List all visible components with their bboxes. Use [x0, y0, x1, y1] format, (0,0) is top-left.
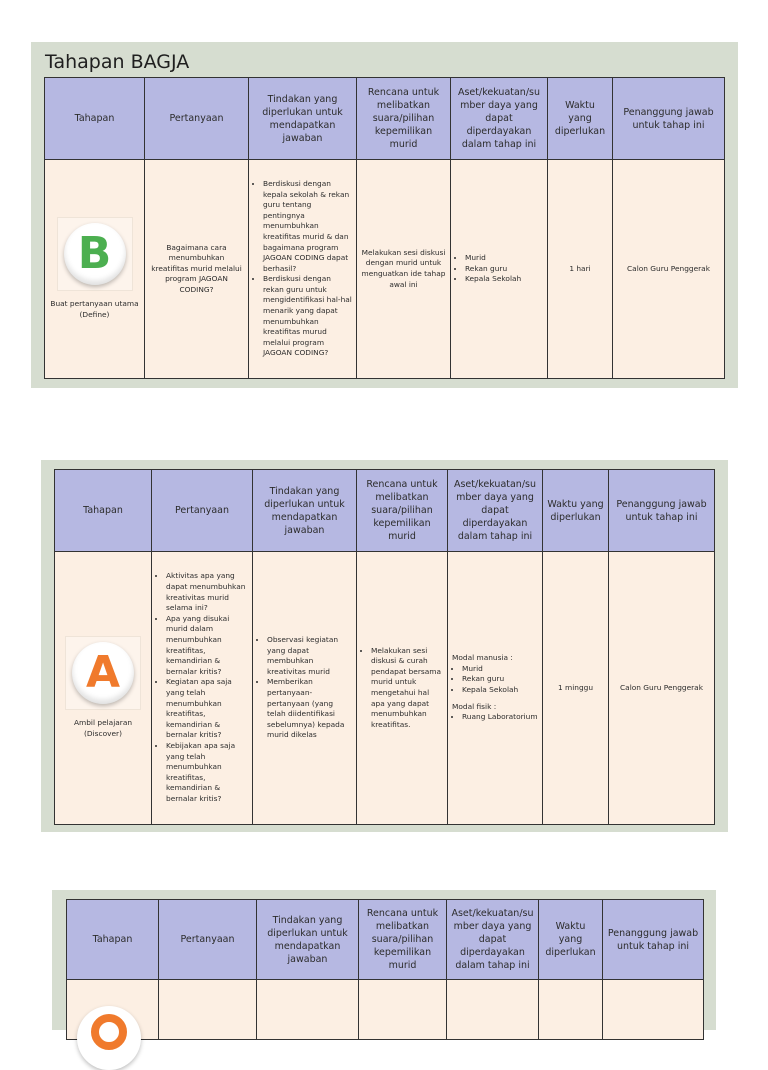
rencana-cell	[357, 552, 448, 825]
header-penanggung: Penanggung jawab untuk tahap ini	[613, 78, 725, 160]
page-title: Tahapan BAGJA	[45, 51, 190, 73]
aset-item: • Ruang Laboratorium	[462, 712, 538, 723]
letter-g-badge-icon	[77, 1006, 141, 1070]
aset-item: • Murid	[465, 253, 543, 264]
header-waktu: Waktu yang diperlukan	[548, 78, 613, 160]
header-aset: Aset/kekuatan/su mber daya yang dapat diperdayakan dalam tahap ini	[448, 470, 543, 552]
header-penanggung: Penanggung jawab untuk tahap ini	[609, 470, 715, 552]
pertanyaan-item: • Kebijakan apa saja yang telah menumbuhkan kreatifitas, kemandirian & bernalar kritis?	[166, 741, 248, 805]
waktu-cell	[539, 980, 603, 1040]
bagja-table-a	[54, 469, 715, 825]
letter-a-badge-icon: A	[72, 642, 134, 704]
tindakan-item: • Observasi kegiatan yang dapat membuhkan kreativitas murid	[267, 635, 352, 677]
header-tindakan: Tindakan yang diperlukan untuk mendapatkan jawaban	[249, 78, 357, 160]
tindakan-cell	[249, 160, 357, 379]
tindakan-item: • Berdiskusi dengan rekan guru untuk mengidentifikasi hal-hal menarik yang dapat menumbuhkan kreatifitas murud melalui program JAGOAN CODING?	[263, 274, 352, 359]
header-tindakan: Tindakan yang diperlukan untuk mendapatkan jawaban	[253, 470, 357, 552]
aset-item: • Murid	[462, 664, 538, 675]
header-pertanyaan: Pertanyaan	[145, 78, 249, 160]
rencana-cell	[359, 980, 447, 1040]
header-rencana: Rencana untuk melibatkan suara/pilihan kepemilikan murid	[357, 470, 448, 552]
aset-item: • Kepala Sekolah	[462, 685, 538, 696]
aset-fisik-label: Modal fisik :	[452, 701, 497, 711]
tahapan-cell	[55, 552, 152, 825]
header-penanggung: Penanggung jawab untuk tahap ini	[603, 900, 704, 980]
pertanyaan-item: • Aktivitas apa yang dapat menumbuhkan kreativitas murid selama ini?	[166, 571, 248, 613]
bagja-table-g	[66, 899, 704, 1040]
aset-item: • Rekan guru	[462, 674, 538, 685]
pertanyaan-item: • Apa yang disukai murid dalam menumbuhkan kreatifitas, kemandirian & bernalar kritis?	[166, 614, 248, 678]
pertanyaan-cell	[159, 980, 257, 1040]
penanggung-cell	[603, 980, 704, 1040]
rencana-cell: Melakukan sesi diskusi dengan murid untuk menguatkan ide tahap awal ini	[357, 160, 451, 379]
header-pertanyaan: Pertanyaan	[159, 900, 257, 980]
bagja-table-b	[44, 77, 725, 379]
aset-cell	[447, 980, 539, 1040]
penanggung-cell: Calon Guru Penggerak	[613, 160, 725, 379]
aset-item: • Rekan guru	[465, 264, 543, 275]
tahapan-cell	[45, 160, 145, 379]
pertanyaan-cell	[152, 552, 253, 825]
tindakan-cell	[253, 552, 357, 825]
header-aset: Aset/kekuatan/su mber daya yang dapat diperdayakan dalam tahap ini	[447, 900, 539, 980]
header-tahapan: Tahapan	[67, 900, 159, 980]
header-tindakan: Tindakan yang diperlukan untuk mendapatkan jawaban	[257, 900, 359, 980]
header-waktu: Waktu yang diperlukan	[543, 470, 609, 552]
header-rencana: Rencana untuk melibatkan suara/pilihan kepemilikan murid	[359, 900, 447, 980]
header-tahapan: Tahapan	[45, 78, 145, 160]
waktu-cell: 1 hari	[548, 160, 613, 379]
rencana-item: • Melakukan sesi diskusi & curah pendapat bersama murid untuk mengetahui hal apa yang dapat menumbuhkan kreatifitas.	[371, 646, 443, 731]
penanggung-cell: Calon Guru Penggerak	[609, 552, 715, 825]
header-tahapan: Tahapan	[55, 470, 152, 552]
tahapan-label: Buat pertanyaan utama (Define)	[50, 299, 139, 319]
pertanyaan-item: • Kegiatan apa saja yang telah menumbuhkan kreatifitas, kemandirian & bernalar kritis?	[166, 677, 248, 741]
header-waktu: Waktu yang diperlukan	[539, 900, 603, 980]
aset-item: • Kepala Sekolah	[465, 274, 543, 285]
letter-b-badge-icon: B	[64, 223, 126, 285]
aset-cell	[448, 552, 543, 825]
tindakan-item: • Memberikan pertanyaan-pertanyaan (yang telah diidentifikasi sebelumnya) kepada murid dikelas	[267, 677, 352, 741]
header-rencana: Rencana untuk melibatkan suara/pilihan kepemilikan murid	[357, 78, 451, 160]
header-aset: Aset/kekuatan/su mber daya yang dapat diperdayakan dalam tahap ini	[451, 78, 548, 160]
aset-manusia-label: Modal manusia :	[452, 653, 513, 663]
tindakan-cell	[257, 980, 359, 1040]
header-pertanyaan: Pertanyaan	[152, 470, 253, 552]
aset-cell	[451, 160, 548, 379]
pertanyaan-cell: Bagaimana cara menumbuhkan kreatifitas murid melalui program JAGOAN CODING?	[145, 160, 249, 379]
tahapan-label: Ambil pelajaran (Discover)	[73, 718, 133, 738]
waktu-cell: 1 minggu	[543, 552, 609, 825]
tindakan-item: • Berdiskusi dengan kepala sekolah & rekan guru tentang pentingnya menumbuhkan kreatifitas murid & dan bagaimana program JAGOAN CODING dapat berhasil?	[263, 179, 352, 274]
